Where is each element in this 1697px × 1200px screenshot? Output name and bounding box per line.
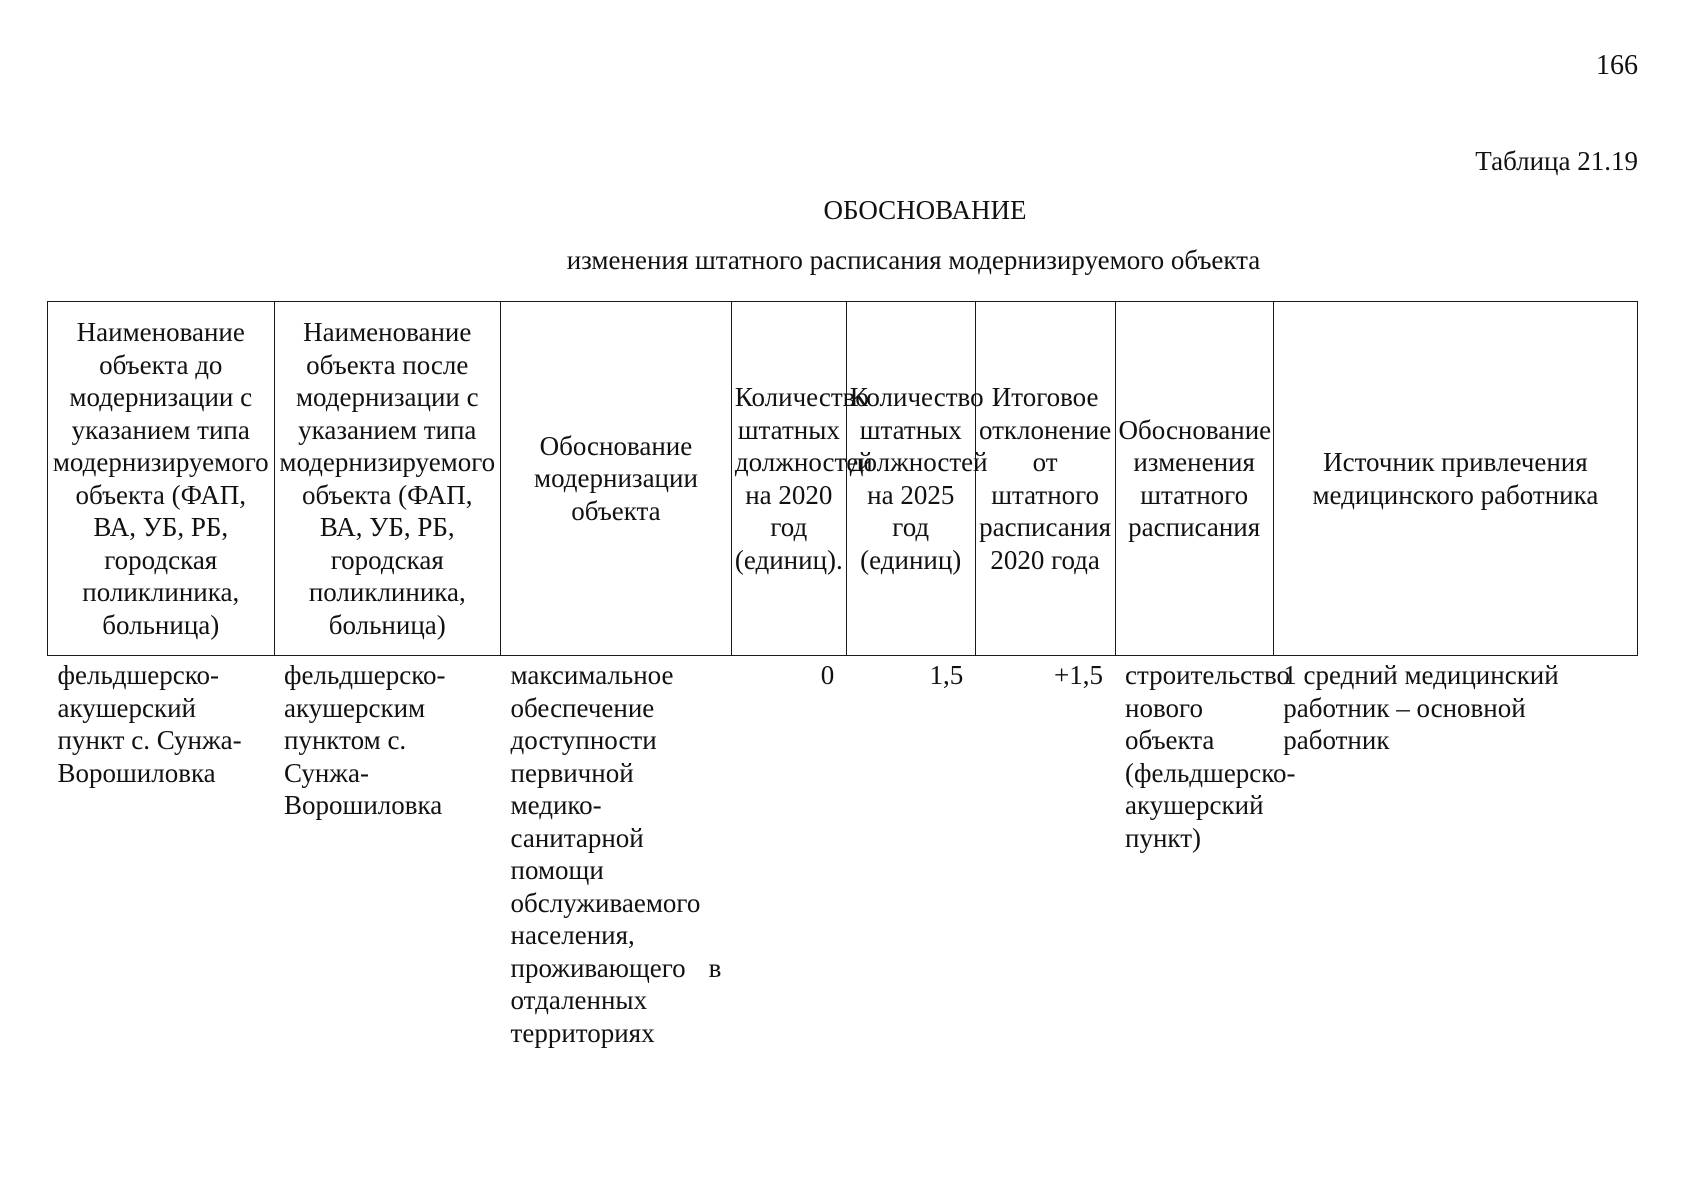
header-count-2020 (731, 302, 873, 656)
document-title: ОБОСНОВАНИЕ (823, 195, 1027, 225)
header-staff-source-label: Источник привлечения медицинского работника (1312, 447, 1599, 510)
header-change-reason (1115, 302, 1273, 656)
cell-change-reason: строительство нового объекта (фельдшерско-акушерский пункт) (1125, 660, 1296, 853)
header-object-before-label: Наименование объекта до модернизации с указанием типа модернизируемого объекта (ФАП, ВА, УБ, РБ, городская поликлиника, больница) (52, 317, 269, 640)
header-change-reason-label: Обоснование изменения штатного расписания (1118, 414, 1272, 542)
header-deviation (975, 302, 1115, 656)
cell-object-after: фельдшерско-акушерским пунктом с. Сунжа-Ворошиловка (284, 660, 446, 820)
cell-object-before: фельдшерско-акушерский пункт с. Сунжа-Ворошиловка (57, 660, 242, 788)
header-deviation-label: Итоговое отклонение от штатного расписания 2020 года (978, 382, 1112, 575)
header-object-after (274, 302, 501, 656)
header-object-after-label: Наименование объекта после модернизации с указанием типа модернизируемого объекта (ФАП, ВА, УБ, РБ, городская поликлиника, больница) (279, 317, 496, 640)
table-row (48, 656, 1638, 1050)
document-subtitle: изменения штатного расписания модернизируемого объекта (566, 245, 1261, 275)
header-count-2025-label: Количество штатных должностей на 2025 год (единиц) (849, 382, 988, 575)
staffing-table (47, 301, 1638, 1049)
table-header-row (48, 302, 1638, 656)
page-number: 166 (1596, 50, 1638, 81)
header-staff-source (1273, 302, 1637, 656)
cell-count-2020: 0 (820, 660, 835, 690)
header-count-2020-label: Количество штатных должностей на 2020 год (единиц). (734, 382, 873, 575)
header-count-2025 (846, 302, 988, 656)
cell-count-2025: 1,5 (929, 660, 964, 690)
header-modernization-reason-label: Обоснование модернизации объекта (533, 430, 698, 526)
table-label: Таблица 21.19 (1475, 146, 1638, 176)
header-modernization-reason (501, 302, 732, 656)
cell-modernization-reason: максимальное обеспечение доступности первичной медико-санитарной помощи обслуживаемого населения, проживающего в отдаленных территориях (510, 660, 722, 1048)
cell-deviation: +1,5 (1054, 660, 1104, 690)
cell-staff-source: 1 средний медицинский работник – основной работник (1283, 660, 1559, 755)
header-object-before (48, 302, 275, 656)
